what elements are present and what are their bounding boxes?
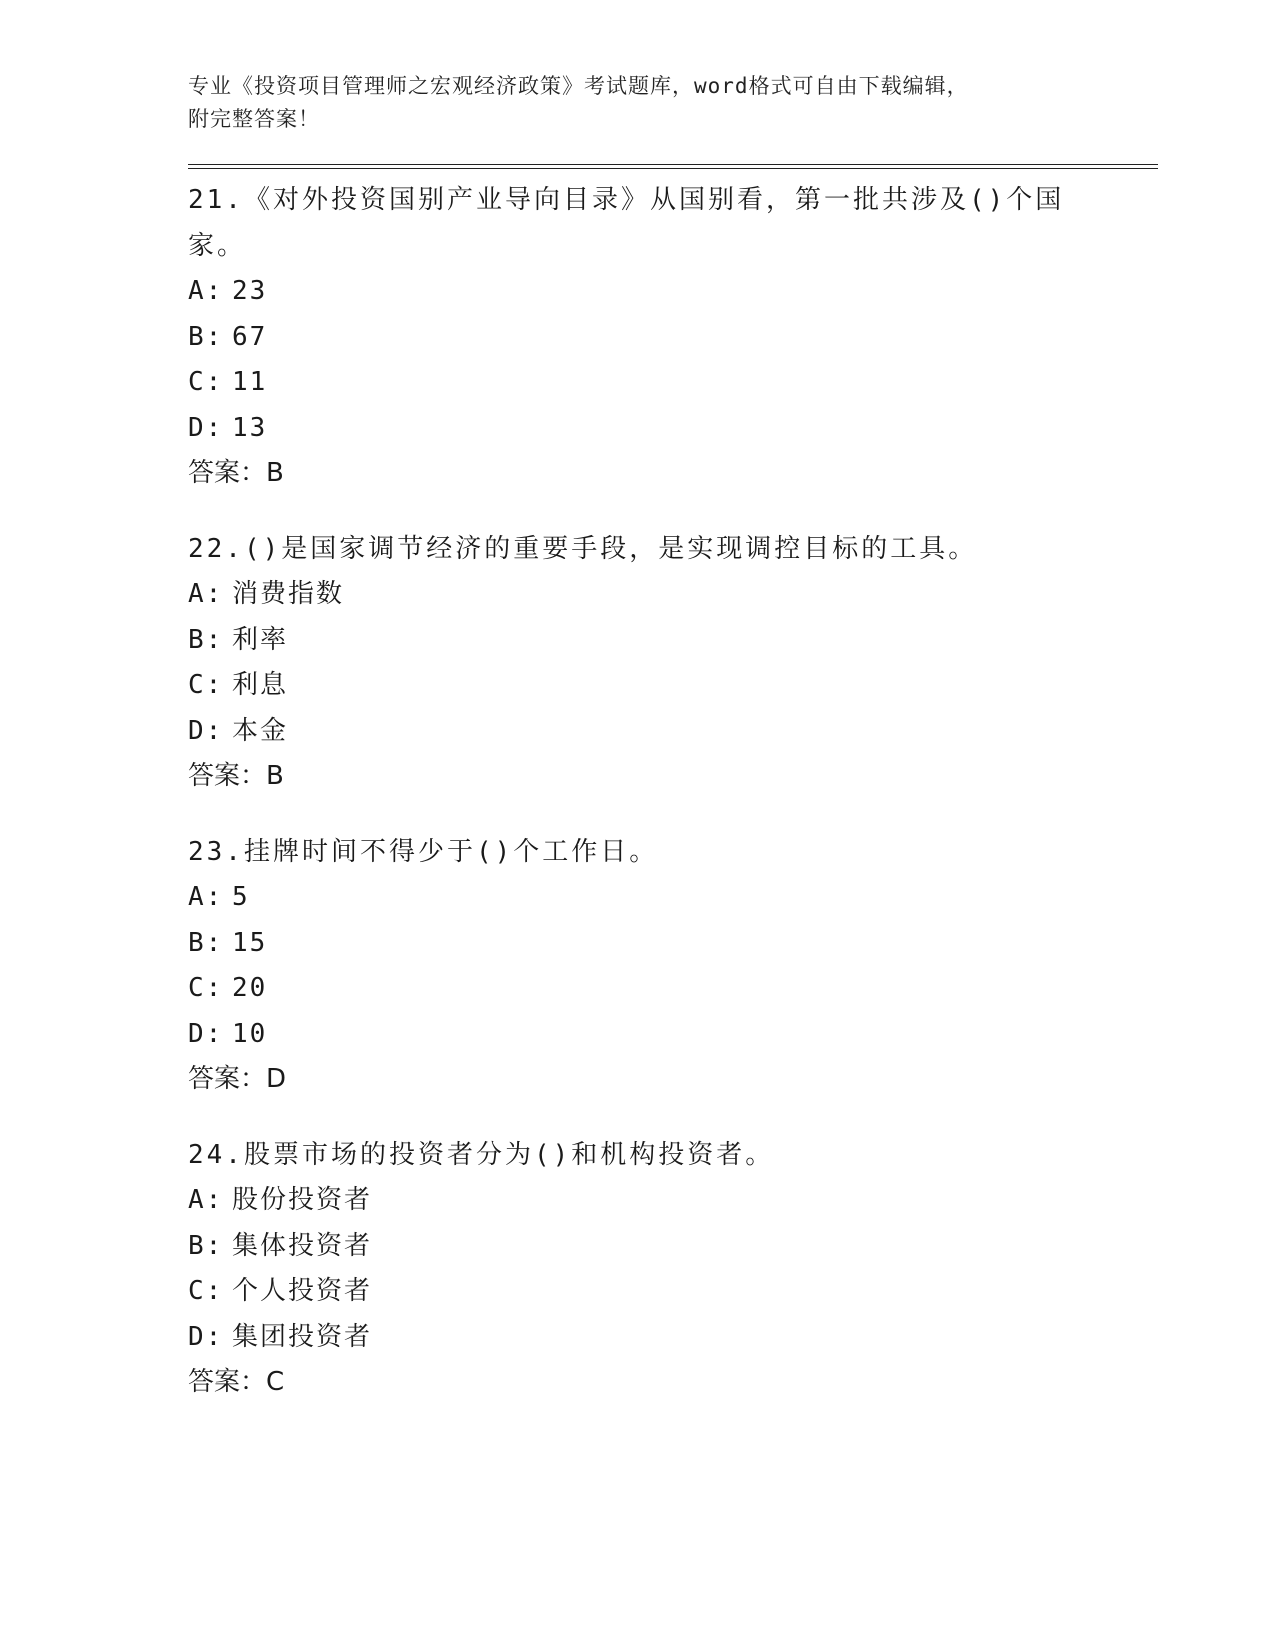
option-key: D:: [188, 1321, 224, 1352]
option-value: 13: [232, 412, 268, 443]
option-key: B:: [188, 927, 224, 958]
option-key: A:: [188, 579, 224, 609]
option-value: 15: [232, 927, 268, 958]
option-value: 个人投资者: [232, 1276, 373, 1306]
option-b: [188, 618, 1158, 664]
option-b: [188, 921, 1158, 967]
option-d: [188, 1012, 1158, 1058]
option-key: A:: [188, 882, 224, 912]
answer-line: 答案：B: [188, 761, 284, 791]
question-24: [188, 1132, 1158, 1405]
option-key: A:: [188, 1185, 224, 1215]
option-value: 集体投资者: [232, 1230, 373, 1261]
option-key: D:: [188, 1018, 224, 1049]
option-value: 20: [232, 973, 268, 1003]
question-text: 22.()是国家调节经济的重要手段，是实现调控目标的工具。: [188, 534, 978, 564]
option-c: [188, 1269, 1158, 1315]
option-value: 23: [232, 276, 268, 306]
option-key: D:: [188, 412, 224, 443]
answer-line: 答案：C: [188, 1367, 285, 1397]
option-value: 集团投资者: [232, 1321, 373, 1352]
option-d: [188, 406, 1158, 452]
option-a: [188, 572, 1158, 618]
option-c: [188, 360, 1158, 406]
option-key: C:: [188, 367, 224, 397]
option-key: B:: [188, 321, 224, 352]
option-a: [188, 875, 1158, 921]
option-key: B:: [188, 624, 224, 655]
question-text: 23.挂牌时间不得少于()个工作日。: [188, 837, 659, 867]
option-value: 利率: [232, 624, 289, 655]
option-key: C:: [188, 670, 224, 700]
option-value: 11: [232, 367, 268, 397]
answer-line: 答案：D: [188, 1064, 287, 1094]
option-value: 股份投资者: [232, 1185, 373, 1215]
option-value: 消费指数: [232, 579, 345, 609]
option-d: [188, 709, 1158, 755]
question-text: 24.股票市场的投资者分为()和机构投资者。: [188, 1140, 775, 1170]
option-value: 本金: [232, 715, 289, 746]
option-key: D:: [188, 715, 224, 746]
question-text: 21.《对外投资国别产业导向目录》从国别看，第一批共涉及()个国家。: [188, 185, 1065, 261]
document-page: [188, 70, 1158, 1435]
question-23: [188, 829, 1158, 1102]
option-b: [188, 1224, 1158, 1270]
option-c: [188, 966, 1158, 1012]
option-key: C:: [188, 973, 224, 1003]
option-c: [188, 663, 1158, 709]
option-a: [188, 269, 1158, 315]
option-value: 利息: [232, 670, 289, 700]
option-value: 67: [232, 321, 268, 352]
question-22: [188, 526, 1158, 799]
header-line-2: 附完整答案！: [188, 107, 320, 131]
document-header: [188, 70, 1158, 136]
option-value: 10: [232, 1018, 268, 1049]
option-b: [188, 315, 1158, 361]
answer-line: 答案：B: [188, 458, 284, 488]
option-d: [188, 1315, 1158, 1361]
option-a: [188, 1178, 1158, 1224]
option-key: A:: [188, 276, 224, 306]
option-key: C:: [188, 1276, 224, 1306]
header-line-1: 专业《投资项目管理师之宏观经济政策》考试题库，word格式可自由下载编辑，: [188, 74, 969, 98]
question-21: [188, 177, 1158, 496]
option-value: 5: [232, 882, 250, 912]
option-key: B:: [188, 1230, 224, 1261]
